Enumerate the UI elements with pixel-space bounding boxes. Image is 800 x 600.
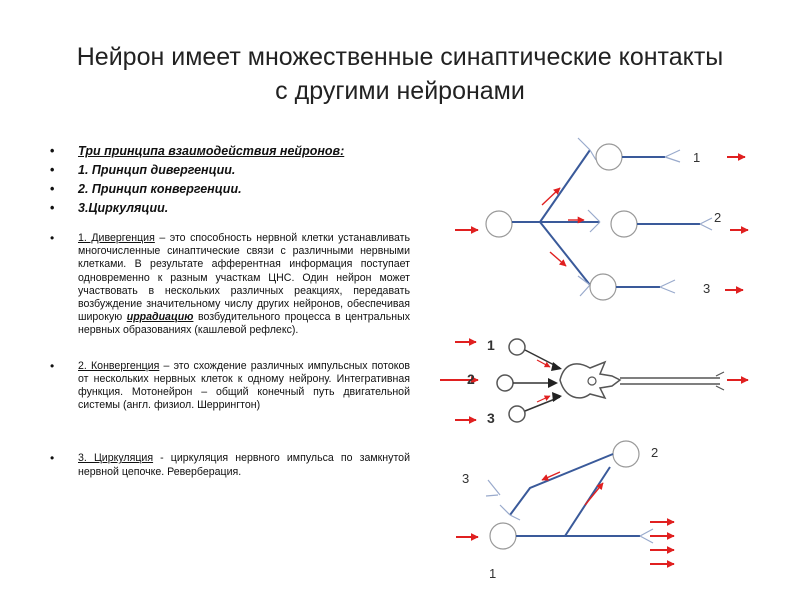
convergence-label: 2. Конвергенция — [78, 359, 160, 372]
slide-title-line-1: Нейрон имеет множественные синаптические контакты — [76, 43, 724, 71]
convergence-diagram — [440, 339, 748, 422]
converging-neuron-3 — [509, 406, 525, 422]
source-neuron — [486, 211, 512, 237]
circulation-label-2: 2 — [651, 445, 659, 460]
divergence-paragraph — [48, 232, 410, 338]
target-axons — [616, 157, 700, 287]
motoneuron-axon — [620, 378, 720, 384]
slide-title — [0, 40, 800, 108]
circulation-label-1: 1 — [489, 566, 497, 581]
divergence-label-3: 3 — [703, 281, 711, 296]
convergence-label-3: 3 — [487, 410, 495, 426]
convergence-text: – это схождение различных импульсных потоков от нескольких нервных клеток к одному нейрону. Интегративная функция. Мотонейрон – общий конечный путь двигательной системы (англ. физиол. Шеррингтон) — [78, 359, 410, 412]
axon-branches — [540, 150, 600, 285]
principle-item-convergence: • 2. Принцип конвергенции. — [48, 180, 410, 199]
target-neuron-3 — [590, 274, 616, 300]
convergence-paragraph — [48, 360, 410, 413]
target-motoneuron — [560, 362, 620, 398]
converging-neuron-2 — [497, 375, 513, 391]
circulation-neuron-1 — [490, 523, 516, 549]
slide-title-line-2: с другими нейронами — [275, 77, 525, 105]
principles-heading: • Три принципа взаимодействия нейронов: — [48, 142, 410, 161]
irradiation-term: иррадиацию — [126, 311, 194, 324]
text-column — [48, 142, 410, 479]
divergence-label-1: 1 — [693, 150, 701, 165]
principle-item-circulation: • 3.Циркуляции. — [48, 199, 410, 218]
circulation-label-3: 3 — [462, 471, 470, 486]
divergence-text-a: – это способность нервной клетки устанавливать многочисленные синаптические связи с различными нервными клетками. В результате афферентная информация поступает одновременно к разным участкам ЦНС. Один нейрон может участвовать в нескольких различных реакциях, передавать возбуждение значительному числу других нейронов, обеспечивая широкую — [78, 232, 410, 324]
circulation-label: 3. Циркуляция — [78, 452, 154, 465]
circulation-text: - циркуляция нервного импульса по замкнутой нервной цепочке. Реверберация. — [78, 452, 410, 478]
convergence-label-2: 2 — [467, 371, 475, 387]
divergence-diagram — [455, 138, 748, 300]
convergence-label-1: 1 — [487, 337, 495, 353]
target-neuron-1 — [596, 144, 622, 170]
circulation-diagram — [456, 441, 674, 564]
circulation-neuron-2 — [613, 441, 639, 467]
principles-list — [48, 142, 410, 218]
principle-item-divergence: • 1. Принцип дивергенции. — [48, 161, 410, 180]
divergence-text-b: возбудительного процесса в центральных нервных образованиях (кашлевой рефлекс). — [78, 311, 410, 337]
target-neuron-2 — [611, 211, 637, 237]
divergence-label: 1. Дивергенция — [78, 232, 155, 244]
circulation-paragraph — [48, 452, 410, 478]
converging-neuron-1 — [509, 339, 525, 355]
divergence-label-2: 2 — [714, 210, 722, 225]
